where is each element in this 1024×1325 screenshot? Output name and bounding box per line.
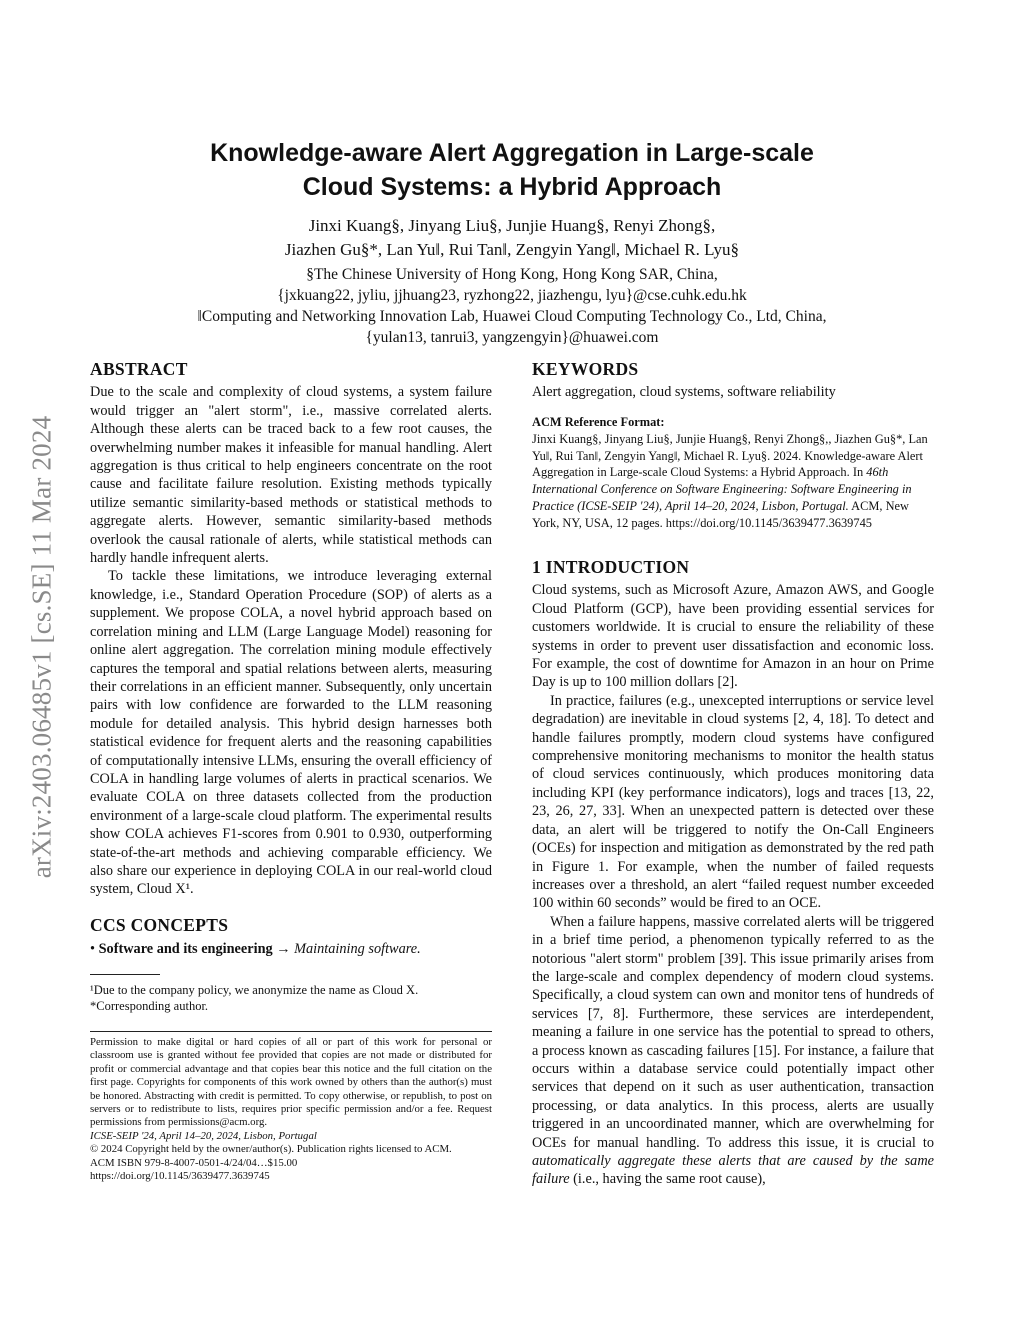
intro-paragraph-3 [532, 913, 934, 1189]
arxiv-stamp [28, 352, 56, 942]
footnote-corresponding-author: *Corresponding author. [90, 999, 209, 1014]
footnote-divider [90, 974, 160, 975]
intro-paragraph-2: In practice, failures (e.g., unexcepted interruptions or service level degradation) are inevitable in cloud systems [2, 4, 18]. To detect and handle failures promptly, modern cloud systems have configured comprehensive monitoring mechanisms to monitor the health status of cloud services continuously, which produces monitoring data including KPI (key performance indicators), logs and traces [13, 22, 23, 26, 27, 33]. When an unexpected pattern is detected over these data, an alert will be triggered to notify the On-Call Engineers (OCEs) for inspection and mitigation as demonstrated by the red path in Figure 1. For example, when the number of failed requests increases over a threshold, an alert “failed request number exceeded 100 within 60 seconds” would be fired to an OCE. [532, 692, 934, 912]
ccs-section [90, 916, 492, 959]
intro-paragraph-3-main: When a failure happens, massive correlated alerts will be triggered in a brief time period, a phenomenon typically referred to as the notorious "alert storm" problem [39]. This issue primarily arises from the large-scale and complex dependency of modern cloud systems. Specifically, a cloud system can own and monitor tens of hundreds of services [7, 8]. Furthermore, these services are interdependent, meaning a failure in one service has the potential to spread to others, a process known as cascading failures [15]. For instance, a failure that occurs within a database service could potentially impact other services that depend on it such as user authentication, transaction processing, or data analytics. In this process, alerts are usually triggered in an uncoordinated manner, which are overwhelming for OCEs for manual handling. To address this issue, it is crucial to [532, 913, 934, 1151]
affiliation-emails-1: {jxkuang22, jyliu, jjhuang23, ryzhong22, jiazhengu, lyu}@cse.cuhk.edu.hk [277, 287, 747, 304]
introduction-heading: 1 INTRODUCTION [532, 557, 690, 577]
isbn-line: ACM ISBN 979-8-4007-0501-4/24/04…$15.00 [90, 1156, 298, 1169]
ccs-subterm: Maintaining software. [294, 941, 421, 958]
intro-paragraph-3-emphasis: automatically aggregate these alerts that are caused by the same failure [532, 1153, 934, 1188]
footnotes [90, 982, 492, 1014]
acm-reference-tail: ACM, New York, NY, USA, 12 pages. https://doi.org/10.1145/3639477.3639745 [532, 498, 910, 530]
permission-divider [90, 1031, 492, 1032]
conference-line: ICSE-SEIP '24, April 14–20, 2024, Lisbon, Portugal [90, 1129, 317, 1142]
permission-notice: Permission to make digital or hard copies of all or part of this work for personal or classroom use is granted without fee provided that copies are not made or distributed for profit or commercial advantage and that copies bear this notice and the full citation on the first page. Copyrights for components of this work owned by others than the author(s) must be honored. Abstracting with credit is permitted. To copy otherwise, or republish, to post on servers or to redistribute to lists, requires prior specific permission and/or a fee. Request permissions from permissions@acm.org. [90, 1036, 492, 1129]
abstract-heading: ABSTRACT [90, 359, 188, 379]
doi-line: https://doi.org/10.1145/3639477.3639745 [90, 1170, 270, 1183]
keywords-heading: KEYWORDS [532, 359, 639, 379]
acm-reference [532, 414, 934, 532]
title-line-1: Knowledge-aware Alert Aggregation in Large-scale [210, 139, 814, 167]
intro-paragraph-3-tail: (i.e., having the same root cause), [569, 1171, 766, 1188]
affiliations [120, 264, 904, 348]
ccs-heading: CCS CONCEPTS [90, 915, 229, 935]
paper-title [120, 136, 904, 204]
title-line-2: Cloud Systems: a Hybrid Approach [302, 173, 722, 201]
affiliation-emails-2: {yulan13, tanrui3, yangzengyin}@huawei.com [365, 329, 659, 346]
ccs-bullet: • [90, 941, 96, 958]
footnote-cloud-x: ¹Due to the company policy, we anonymize the name as Cloud X. [90, 983, 419, 997]
affiliation-2: ‖Computing and Networking Innovation Lab, Huawei Cloud Computing Technology Co., Ltd, China, [197, 308, 827, 325]
introduction-section [532, 558, 934, 1189]
acm-reference-body [532, 431, 934, 532]
ccs-arrow: → [272, 941, 295, 958]
author-list [120, 214, 904, 262]
copyright-line: © 2024 Copyright held by the owner/author(s). Publication rights licensed to ACM. [90, 1143, 452, 1156]
arxiv-stamp-text: arXiv:2403.06485v1 [cs.SE] 11 Mar 2024 [26, 415, 57, 879]
ccs-term: Software and its engineering [98, 941, 273, 958]
permission-block [90, 1036, 492, 1183]
authors-line-1: Jinxi Kuang§, Jinyang Liu§, Junjie Huang§, Renyi Zhong§, [308, 216, 716, 235]
keywords-text: Alert aggregation, cloud systems, software reliability [532, 384, 836, 401]
abstract-paragraph-2: To tackle these limitations, we introduce leveraging external knowledge, i.e., Standard Operation Procedure (SOP) of alerts as a supplement. We propose COLA, a novel hybrid approach based on correlation mining and LLM (Large Language Model) reasoning for online alert aggregation. The correlation mining module effectively captures the temporal and spatial relations between alerts, measuring their correlations in an efficient manner. Subsequently, only uncertain pairs with low confidence are forwarded to the LLM reasoning module for detailed analysis. This hybrid design harnesses both statistical evidence for frequent alerts and the reasoning capabilities of computationally intensive LLMs, ensuring the overall efficiency of COLA in handling large volumes of alerts in practical scenarios. We evaluate COLA on three datasets collected from the production environment of a large-scale cloud platform. The experimental results show COLA achieves F1-scores from 0.901 to 0.930, outperforming state-of-the-art methods and achieving comparable efficiency. We also share our experience in deploying COLA in our real-world cloud system, Cloud X¹. [90, 568, 492, 898]
abstract-paragraph-1: Due to the scale and complexity of cloud systems, a system failure would trigger an "alert storm", i.e., massive correlated alerts. Although these alerts can be traced back to a few root causes, the overwhelming number makes it infeasible for manual handling. Alert aggregation is thus critical to help engineers concentrate on the root cause and facilitate failure resolution. Existing methods typically utilize semantic similarity-based methods or statistical methods to aggregate alerts. However, semantic similarity-based methods overlook the causal rationale of alerts, while statistical methods can hardly handle infrequent alerts. [90, 384, 492, 567]
authors-line-2: Jiazhen Gu§*, Lan Yu‖, Rui Tan‖, Zengyin Yang‖, Michael R. Lyu§ [284, 240, 740, 259]
abstract-section [90, 360, 492, 899]
acm-reference-authors: Jinxi Kuang§, Jinyang Liu§, Junjie Huang§, Renyi Zhong§,, Jiazhen Gu§*, Lan Yu‖, Rui Tan‖, Zengyin Yang‖, Michael R. Lyu§. 2024. Knowledge-aware Alert Aggregation in Large-scale Cloud Systems: a Hybrid Approach. In [532, 431, 928, 480]
affiliation-1: §The Chinese University of Hong Kong, Hong Kong SAR, China, [306, 266, 718, 283]
acm-reference-heading: ACM Reference Format: [532, 415, 665, 429]
ccs-concepts [90, 940, 492, 958]
intro-paragraph-1: Cloud systems, such as Microsoft Azure, Amazon AWS, and Google Cloud Platform (GCP), have been providing essential services for customers worldwide. It is crucial to ensure the reliability of these systems in order to prevent user dissatisfaction and economic loss. For example, the cost of downtime for Amazon in an hour on Prime Day is up to 100 million dollars [2]. [532, 582, 934, 691]
keywords-section [532, 360, 934, 402]
acm-reference-venue: 46th International Conference on Software Engineering: Software Engineering in Practice (ICSE-SEIP '24), April 14–20, 2024, Lisbon, Portugal. [532, 465, 912, 513]
